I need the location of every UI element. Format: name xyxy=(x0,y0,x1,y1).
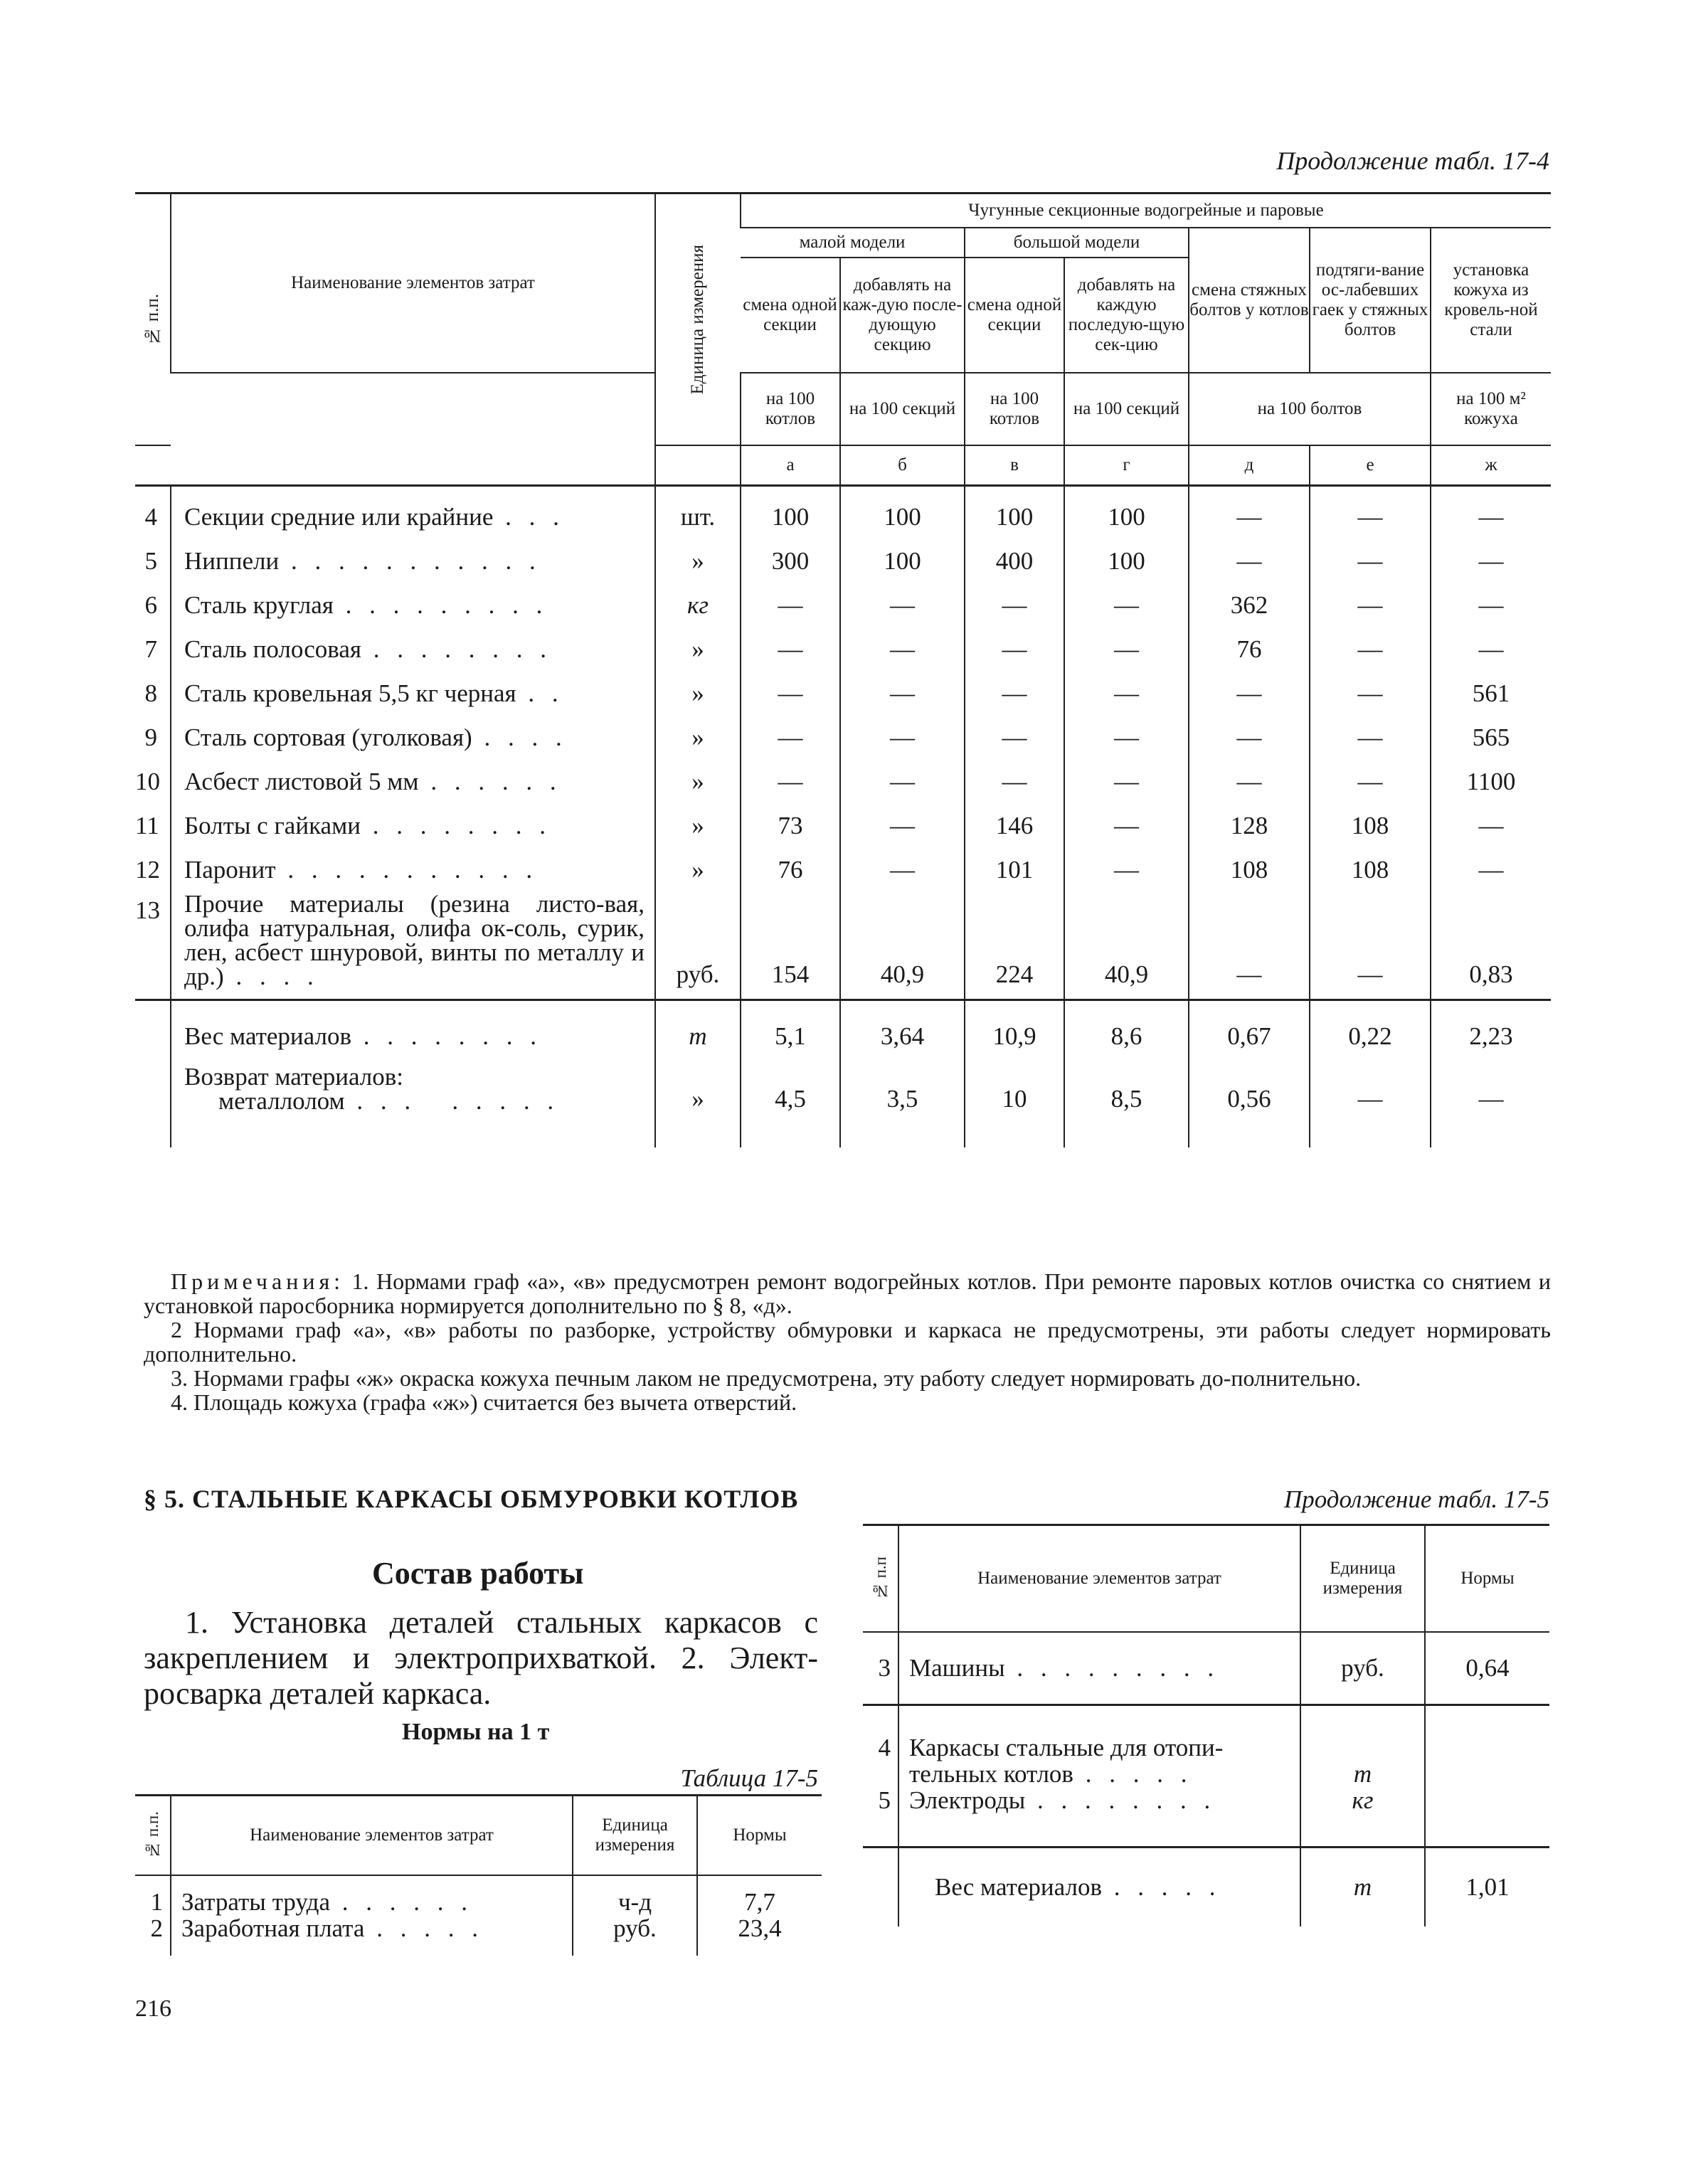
value-cell: — xyxy=(1064,716,1189,760)
per-de: на 100 болтов xyxy=(1189,373,1431,445)
letter-a: а xyxy=(741,445,840,486)
table-row xyxy=(135,716,1551,760)
value-cell: — xyxy=(1431,583,1551,627)
value-cell: — xyxy=(1310,716,1431,760)
per-g: на 100 секций xyxy=(1064,373,1189,445)
continuation-caption-17-5: Продолжение табл. 17-5 xyxy=(1283,1485,1549,1513)
value-cell: 565 xyxy=(1431,716,1551,760)
value-cell: — xyxy=(1431,486,1551,540)
value-cell: 146 xyxy=(965,804,1064,848)
col-g-header: добавлять на каждую последую-щую сек-цию xyxy=(1064,258,1189,373)
letter-zh: ж xyxy=(1431,445,1551,486)
per-b: на 100 секций xyxy=(840,373,965,445)
value-cell: 0,83 xyxy=(1431,892,1551,1000)
letter-g: г xyxy=(1064,445,1189,486)
cost-element-name: Сталь круглая . . . . . . . . . xyxy=(171,583,655,627)
per-v: на 100 котлов xyxy=(965,373,1064,445)
table-17-5-continued xyxy=(863,1524,1549,1926)
unit-cell: кг xyxy=(655,583,741,627)
value-cell: 224 xyxy=(965,892,1064,1000)
group-header: Чугунные секционные водогрейные и паровые xyxy=(741,194,1551,228)
value-cell: — xyxy=(840,804,965,848)
work-composition-title: Состав работы xyxy=(372,1556,584,1591)
value-cell: 100 xyxy=(741,486,840,540)
value-cell: 40,9 xyxy=(1064,892,1189,1000)
value-cell: — xyxy=(1064,583,1189,627)
table-row xyxy=(135,583,1551,627)
value-cell: — xyxy=(1189,760,1310,804)
value-cell: — xyxy=(1189,892,1310,1000)
table-row xyxy=(135,848,1551,892)
value-cell: 100 xyxy=(840,486,965,540)
t5b-unit-header: Единица измерения xyxy=(1300,1525,1425,1632)
work-composition-text: 1. Установка деталей стальных каркасов с закреплением и электроприхваткой. 2. Элект-росварка деталей каркаса. xyxy=(144,1605,818,1711)
table-17-4 xyxy=(135,192,1551,1147)
value-cell: — xyxy=(1431,627,1551,672)
notes: Примечания: 1. Нормами граф «а», «в» предусмотрен ремонт водогрейных котлов. При ремонте паровых котлов очистка со снятием и установкой паросборника нормируется дополнительно по § 8, «д». 2 Нормами граф «а», «в» работы по разборке, устройству обмуровки и каркаса не предусмотрены, эти работы следует нормировать дополнительно. 3. Нормами графы «ж» окраска кожуха печным лаком не предусмотрена, эту работу следует нормировать до-полнительно. 4. Площадь кожуха (графа «ж») считается без вычета отверстий. xyxy=(144,1268,1552,1415)
value-cell: 40,9 xyxy=(840,892,965,1000)
section-title: § 5. СТАЛЬНЫЕ КАРКАСЫ ОБМУРОВКИ КОТЛОВ xyxy=(144,1485,799,1513)
value-cell: — xyxy=(1064,804,1189,848)
row-number: 10 xyxy=(135,768,160,795)
row-number: 11 xyxy=(135,812,159,839)
value-cell: — xyxy=(840,848,965,892)
unit-cell: шт. xyxy=(655,486,741,540)
value-cell: — xyxy=(1431,804,1551,848)
value-cell: 76 xyxy=(741,848,840,892)
value-cell: 100 xyxy=(965,486,1064,540)
value-cell: — xyxy=(840,627,965,672)
t5-num-header: № п.п. xyxy=(135,1796,171,1875)
value-cell: — xyxy=(840,760,965,804)
value-cell: — xyxy=(1310,583,1431,627)
norms-title: Нормы на 1 т xyxy=(402,1719,550,1745)
cost-element-name: Болты с гайками . . . . . . . . xyxy=(171,804,655,848)
value-cell: — xyxy=(1431,848,1551,892)
col-b-header: добавлять на каж-дую после-дующую секцию xyxy=(840,258,965,373)
value-cell: — xyxy=(741,583,840,627)
per-a: на 100 котлов xyxy=(741,373,840,445)
value-cell: — xyxy=(741,627,840,672)
value-cell: — xyxy=(1310,539,1431,583)
col-d-header: смена стяжных болтов у котлов xyxy=(1189,228,1310,373)
cost-element-name: Прочие материалы (резина листо-вая, олифа натуральная, олифа ок-соль, сурик, лен, асбест шнуровой, винты по металлу и др.) . . . . xyxy=(171,892,655,1000)
table-row: 2 Заработная плата . . . . . руб. 23,4 xyxy=(135,1915,822,1956)
value-cell: — xyxy=(965,583,1064,627)
t5-name-header: Наименование элементов затрат xyxy=(171,1796,573,1875)
table-row xyxy=(135,804,1551,848)
value-cell: 108 xyxy=(1310,804,1431,848)
value-cell: — xyxy=(1310,486,1431,540)
unit-cell: » xyxy=(655,760,741,804)
t5-norm-header: Нормы xyxy=(697,1796,822,1875)
table-row xyxy=(135,760,1551,804)
row-number: 8 xyxy=(144,679,157,707)
value-cell: — xyxy=(1189,672,1310,716)
table-row: 5 Электроды . . . . . . . . кг xyxy=(863,1787,1549,1848)
value-cell: — xyxy=(965,716,1064,760)
t5-unit-header: Единица измерения xyxy=(573,1796,697,1875)
col-unit-header: Единица измерения xyxy=(655,194,741,446)
value-cell: 362 xyxy=(1189,583,1310,627)
value-cell: — xyxy=(1064,672,1189,716)
table-row xyxy=(135,672,1551,716)
unit-cell: » xyxy=(655,804,741,848)
t5b-norm-header: Нормы xyxy=(1425,1525,1549,1632)
value-cell: — xyxy=(965,627,1064,672)
t5b-name-header: Наименование элементов затрат xyxy=(898,1525,1300,1632)
large-model-header: большой модели xyxy=(965,228,1189,258)
unit-cell: » xyxy=(655,672,741,716)
value-cell: — xyxy=(1189,486,1310,540)
col-e-header: подтяги-вание ос-лабевших гаек у стяжных болтов xyxy=(1310,228,1431,373)
name-header-blank xyxy=(171,373,655,486)
letter-e: е xyxy=(1310,445,1431,486)
small-model-header: малой модели xyxy=(741,228,965,258)
unit-cell: » xyxy=(655,539,741,583)
cost-element-name: Сталь сортовая (уголковая) . . . . xyxy=(171,716,655,760)
col-name-header: Наименование элементов затрат xyxy=(171,194,655,373)
value-cell: 154 xyxy=(741,892,840,1000)
value-cell: — xyxy=(840,583,965,627)
value-cell: 1100 xyxy=(1431,760,1551,804)
value-cell: — xyxy=(1064,760,1189,804)
unit-cell: » xyxy=(655,716,741,760)
value-cell: 128 xyxy=(1189,804,1310,848)
value-cell: — xyxy=(741,760,840,804)
value-cell: 108 xyxy=(1189,848,1310,892)
value-cell: — xyxy=(741,716,840,760)
value-cell: — xyxy=(1189,716,1310,760)
table-17-5 xyxy=(135,1794,822,1956)
value-cell: 108 xyxy=(1310,848,1431,892)
value-cell: — xyxy=(1064,848,1189,892)
page-number: 216 xyxy=(135,1995,171,2022)
letter-v: в xyxy=(965,445,1064,486)
col-v-header: смена одной секции xyxy=(965,258,1064,373)
value-cell: — xyxy=(741,672,840,716)
table-row: 1 Затраты труда . . . . . . ч-д 7,7 xyxy=(135,1875,822,1915)
value-cell: 101 xyxy=(965,848,1064,892)
weight-row: Вес материалов . . . . . . . . т 5,1 3,64 10,9 8,6 0,67 0,22 2,23 xyxy=(135,1000,1551,1051)
value-cell: — xyxy=(1310,627,1431,672)
unit-cell: руб. xyxy=(655,892,741,1000)
col-num-header: № п.п. xyxy=(135,194,171,446)
letter-b: б xyxy=(840,445,965,486)
value-cell: 100 xyxy=(840,539,965,583)
value-cell: — xyxy=(965,760,1064,804)
row-number: 4 xyxy=(144,503,157,531)
value-cell: — xyxy=(840,672,965,716)
value-cell: — xyxy=(1189,539,1310,583)
table-row xyxy=(135,892,1551,1000)
cost-element-name: Секции средние или крайние . . . xyxy=(171,486,655,540)
per-zh: на 100 м² кожуха xyxy=(1431,373,1551,445)
value-cell: — xyxy=(1310,760,1431,804)
weight-row: Вес материалов . . . . . т 1,01 xyxy=(863,1847,1549,1926)
col-zh-header: установка кожуха из кровель-ной стали xyxy=(1431,228,1551,373)
row-number: 6 xyxy=(144,591,157,619)
value-cell: — xyxy=(1431,539,1551,583)
value-cell: — xyxy=(1310,672,1431,716)
value-cell: 100 xyxy=(1064,486,1189,540)
row-number: 9 xyxy=(144,723,157,751)
unit-cell: » xyxy=(655,848,741,892)
return-row: Возврат материалов: металлолом . . . . . . . . » 4,5 3,5 10 8,5 0,56 — — xyxy=(135,1051,1551,1147)
cost-element-name: Паронит . . . . . . . . . . . xyxy=(171,848,655,892)
value-cell: 73 xyxy=(741,804,840,848)
row-number: 12 xyxy=(135,856,160,884)
letter-d: д xyxy=(1189,445,1310,486)
t5b-num-header: № п.п xyxy=(863,1525,898,1632)
table-row xyxy=(135,627,1551,672)
value-cell: 100 xyxy=(1064,539,1189,583)
row-number: 7 xyxy=(144,635,157,663)
value-cell: — xyxy=(1310,892,1431,1000)
table-caption-17-5: Таблица 17-5 xyxy=(680,1764,818,1792)
cost-element-name: Сталь полосовая . . . . . . . . xyxy=(171,627,655,672)
value-cell: — xyxy=(840,716,965,760)
value-cell: 400 xyxy=(965,539,1064,583)
value-cell: — xyxy=(965,672,1064,716)
value-cell: — xyxy=(1064,627,1189,672)
cost-element-name: Ниппели . . . . . . . . . . . xyxy=(171,539,655,583)
table-row: 3 Машины . . . . . . . . . руб. 0,64 xyxy=(863,1632,1549,1705)
table-row: 4 Каркасы стальные для отопи-тельных котлов . . . . . т xyxy=(863,1705,1549,1787)
table-row xyxy=(135,539,1551,583)
col-a-header: смена одной секции xyxy=(741,258,840,373)
continuation-caption: Продолжение табл. 17-4 xyxy=(1276,147,1549,175)
value-cell: 76 xyxy=(1189,627,1310,672)
cost-element-name: Сталь кровельная 5,5 кг черная . . xyxy=(171,672,655,716)
row-number: 5 xyxy=(144,547,157,575)
row-number: 13 xyxy=(135,896,160,924)
value-cell: 300 xyxy=(741,539,840,583)
cost-element-name: Асбест листовой 5 мм . . . . . . xyxy=(171,760,655,804)
table-row xyxy=(135,486,1551,540)
unit-cell: » xyxy=(655,627,741,672)
value-cell: 561 xyxy=(1431,672,1551,716)
